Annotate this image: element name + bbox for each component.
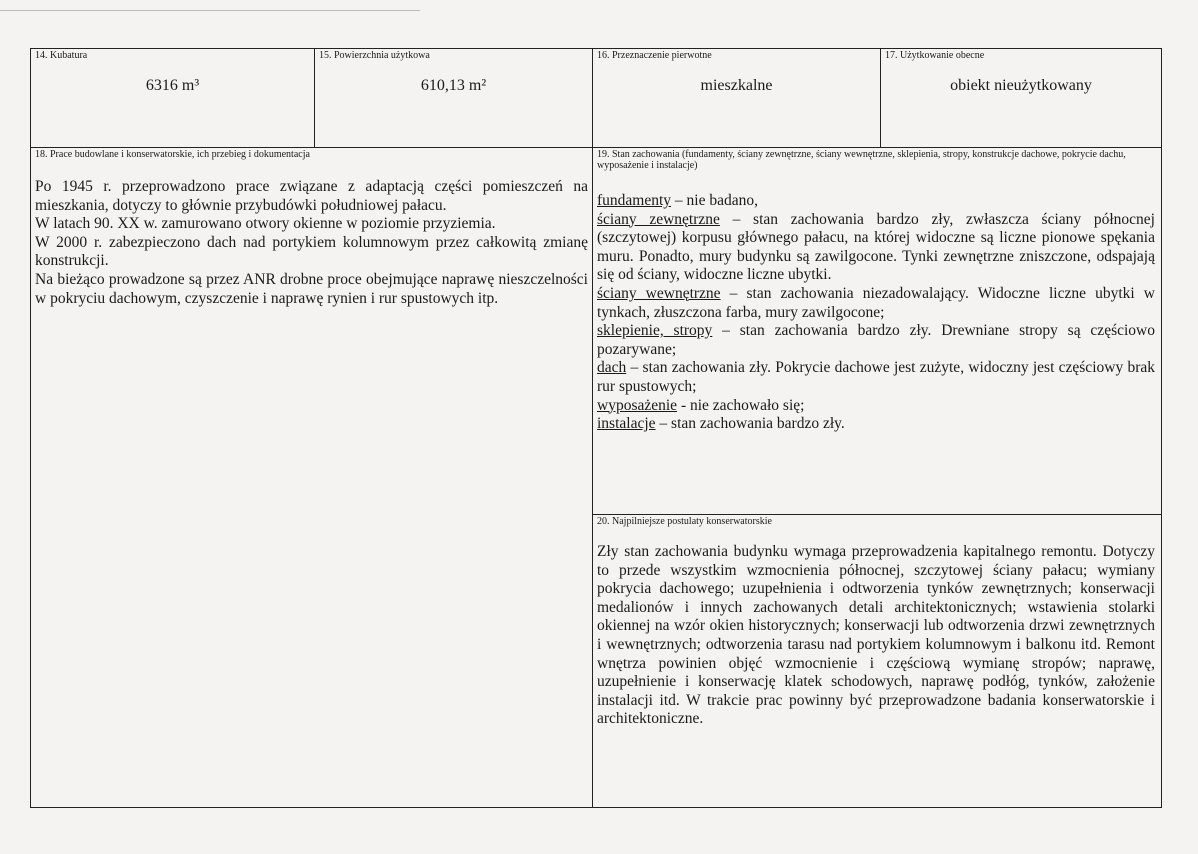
cell-prace <box>31 148 592 807</box>
kubatura-label: 14. Kubatura <box>35 50 88 61</box>
stan-desc: – stan zachowania bardzo zły. Drewniane stropy są częściowo pozarywane; <box>597 322 1155 358</box>
przeznaczenie-value: mieszkalne <box>700 77 773 94</box>
stan-desc: – stan zachowania bardzo zły. <box>655 415 845 433</box>
cell-postulaty <box>593 515 1161 807</box>
stan-item <box>597 285 1155 322</box>
stan-label: 19. Stan zachowania (fundamenty, ściany zewnętrzne, ściany wewnętrzne, sklepienia, stropy, konstrukcje dachowe, pokrycie dachu, wyposażenie i instalacje) <box>597 149 1126 171</box>
stan-term: wyposażenie <box>597 396 678 414</box>
prace-paragraph: Po 1945 r. przeprowadzono prace związane z adaptacją części pomieszczeń na mieszkania, dotyczy to głównie przybudówki południowej pałacu. <box>35 178 588 214</box>
cell-stan <box>593 148 1161 514</box>
prace-paragraph: W latach 90. XX w. zamurowano otwory okienne w poziomie przyziemia. <box>35 215 496 233</box>
cell-uzytkowanie <box>881 49 1161 147</box>
prace-label: 18. Prace budowlane i konserwatorskie, ich przebieg i dokumentacja <box>35 149 310 160</box>
cell-powierzchnia <box>315 49 592 147</box>
przeznaczenie-label: 16. Przeznaczenie pierwotne <box>597 50 712 61</box>
scan-artifact-line <box>0 10 420 11</box>
prace-paragraph: W 2000 r. zabezpieczono dach nad portykiem kolumnowym przez całkowitą zmianę konstrukcji. <box>35 233 588 270</box>
stan-term: ściany zewnętrzne <box>597 210 720 228</box>
prace-text <box>35 178 588 308</box>
stan-item <box>597 359 1155 396</box>
stan-text <box>597 192 1155 434</box>
stan-item <box>597 415 1155 434</box>
form-table <box>30 48 1162 808</box>
stan-term: fundamenty <box>597 192 672 209</box>
stan-item <box>597 211 1155 285</box>
stan-desc: – stan zachowania bardzo zły, zwłaszcza ściany północnej (szczytowej) korpusu głównego pałacu, na której widoczne są liczne pionowe spękania muru. Ponadto, mury budynku są zawilgocone. Tynki zewnętrzne zniszczone, odspajają się od ściany, widoczne liczne ubytki. <box>597 210 1155 284</box>
stan-term: ściany wewnętrzne <box>597 284 721 302</box>
stan-term: sklepienie, stropy <box>597 322 713 340</box>
cell-przeznaczenie <box>593 49 880 147</box>
stan-term: dach <box>597 359 627 377</box>
powierzchnia-label: 15. Powierzchnia użytkowa <box>319 50 430 61</box>
stan-desc: - nie zachowało się; <box>677 396 805 414</box>
stan-desc: – nie badano, <box>671 192 758 209</box>
stan-term: instalacje <box>597 415 656 433</box>
kubatura-value: 6316 m³ <box>145 77 200 94</box>
stan-item <box>597 192 1155 211</box>
stan-desc: – stan zachowania niezadowalający. Widoczne liczne ubytki w tynkach, złuszczona farba, mury zawilgocone; <box>597 284 1155 321</box>
uzytkowanie-value: obiekt nieużytkowany <box>950 77 1092 94</box>
stan-desc: – stan zachowania zły. Pokrycie dachowe jest zużyte, widoczny jest częściowy brak rur spustowych; <box>597 359 1155 395</box>
prace-paragraph: Na bieżąco prowadzone są przez ANR drobne proce obejmujące naprawę nieszczelności w pokryciu dachowym, czyszczenie i naprawę rynien i rur spustowych itp. <box>35 270 588 307</box>
cell-kubatura <box>31 49 314 147</box>
uzytkowanie-label: 17. Użytkowanie obecne <box>885 50 985 61</box>
stan-item <box>597 397 1155 416</box>
powierzchnia-value: 610,13 m² <box>420 77 487 94</box>
postulaty-text: Zły stan zachowania budynku wymaga przeprowadzenia kapitalnego remontu. Dotyczy to przede wszystkim wzmocnienia północnej, szczytowej ściany pałacu; wymiany pokrycia dachowego; uzupełnienia i odtworzenia tynków zewnętrznych; konserwacji medalionów i innych zachowanych detali architektonicznych; wstawienia stolarki okiennej na wzór okien historycznych; konserwacji lub odtworzenia drzwi zewnętrznych i wewnętrznych; odtworzenia tarasu nad portykiem kolumnowym i balkonu itd. Remont wnętrza powinien objęć wzmocnienie i częściową wymianę stropów; naprawę, uzupełnienie i konserwację klatek schodowych, naprawę podłóg, tynków, założenie instalacji itd. W trakcie prac powinny być przeprowadzone badania konserwatorskie i architektoniczne. <box>597 543 1155 728</box>
postulaty-label: 20. Najpilniejsze postulaty konserwatorskie <box>597 516 772 527</box>
stan-item <box>597 322 1155 359</box>
